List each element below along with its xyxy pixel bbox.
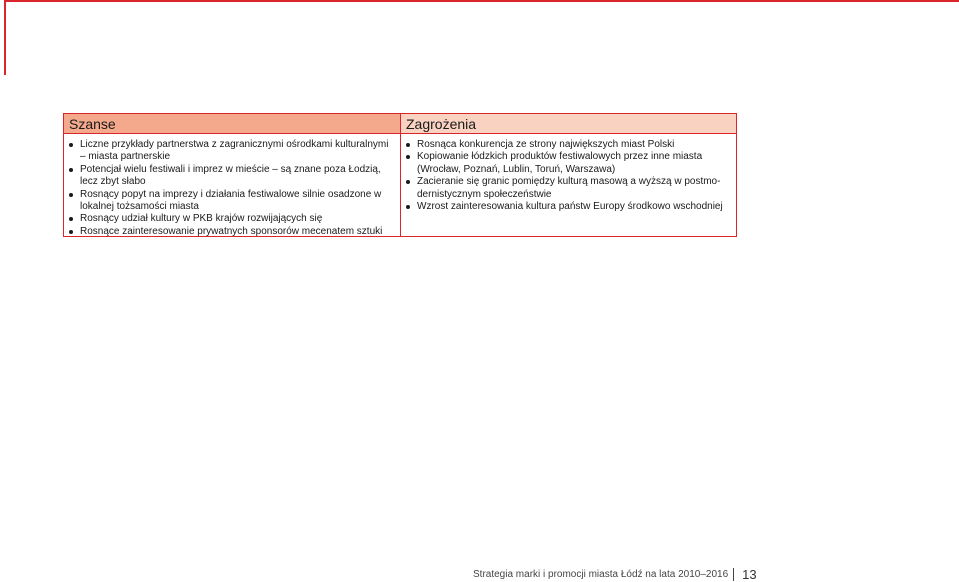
list-item: Rosnący popyt na imprezy i działania festiwalowe silnie osadzone w lokalnej tożsamości miasta <box>80 189 394 214</box>
list-item: Rosnące zainteresowanie prywatnych sponsorów mecenatem sztuki <box>80 226 394 238</box>
page-footer <box>473 567 757 581</box>
list-item: Potencjał wielu festiwali i imprez w mieście – są znane poza Łodzią, lecz zbyt słabo <box>80 164 394 189</box>
footer-divider <box>733 568 734 581</box>
list-item: Kopiowanie łódzkich produktów festiwalowych przez inne miasta (Wrocław, Poznań, Lublin, Toruń, Warszawa) <box>417 151 730 176</box>
footer-title: Strategia marki i promocji miasta Łódź na lata 2010–2016 <box>473 568 729 580</box>
threats-header: Zagrożenia <box>401 114 736 134</box>
opportunities-column <box>64 114 401 236</box>
list-item: Zacieranie się granic pomiędzy kulturą masową a wyższą w postmo- dernistycznym społeczeństwie <box>417 176 730 201</box>
swot-table <box>63 113 737 237</box>
opportunities-header: Szanse <box>64 114 400 134</box>
opportunities-list <box>64 134 400 238</box>
list-item: Wzrost zainteresowania kultura państw Europy środkowo wschodniej <box>417 201 730 213</box>
list-item: Rosnąca konkurencja ze strony największych miast Polski <box>417 139 730 151</box>
list-item: Liczne przykłady partnerstwa z zagranicznymi ośrodkami kulturalnymi – miasta partnerskie <box>80 139 394 164</box>
page-number: 13 <box>742 566 757 582</box>
threats-column <box>401 114 736 236</box>
threats-list <box>401 134 736 213</box>
list-item: Rosnący udział kultury w PKB krajów rozwijających się <box>80 213 394 225</box>
page-frame <box>4 0 959 75</box>
